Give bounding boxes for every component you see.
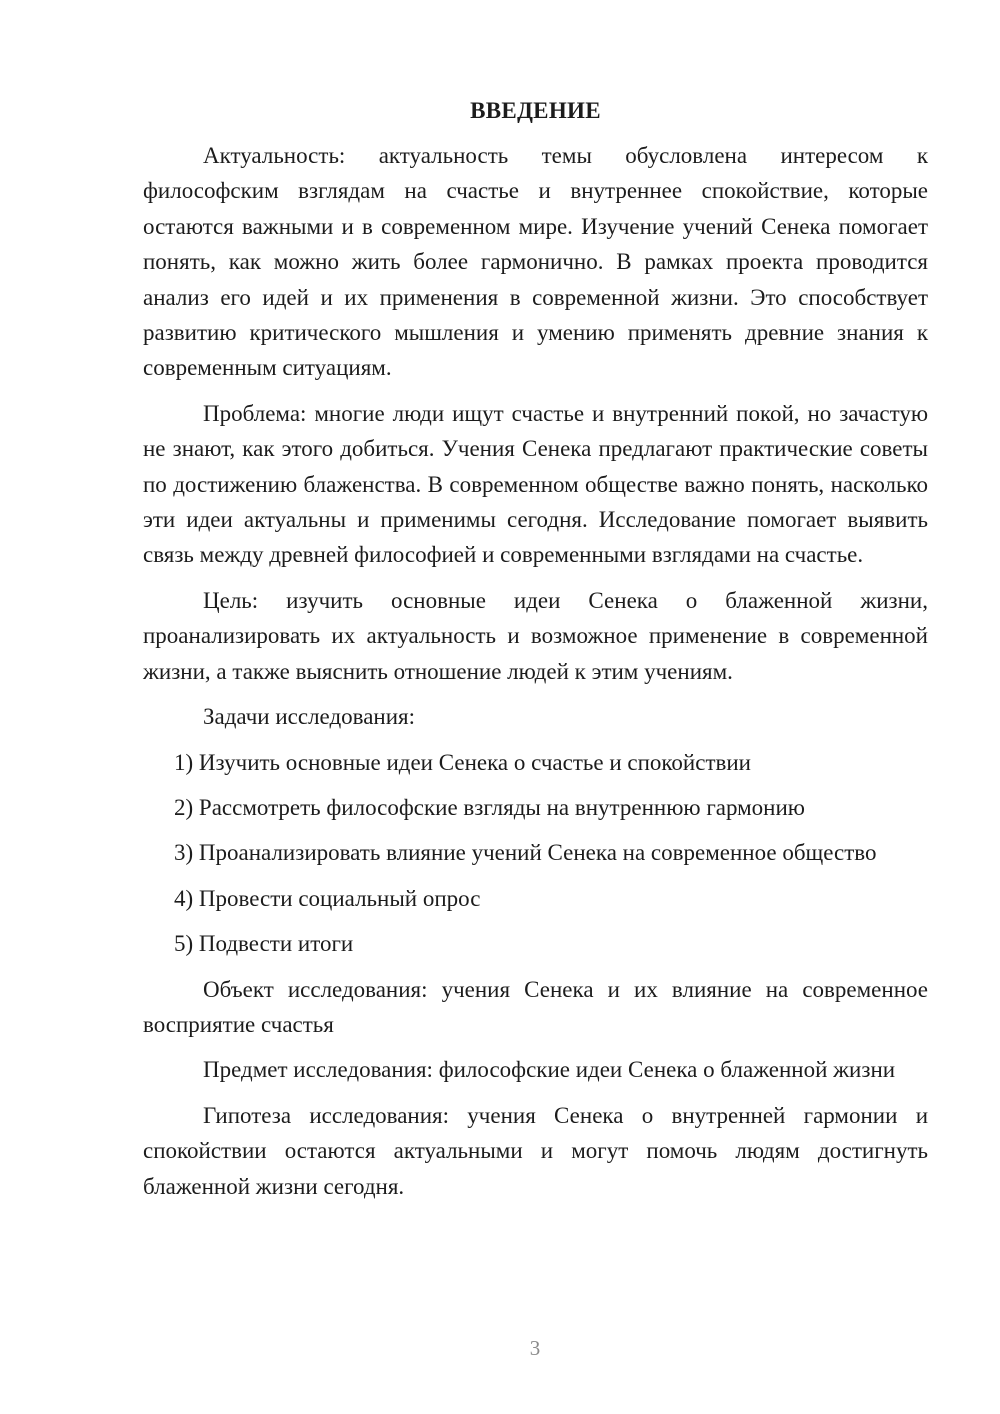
page-content xyxy=(143,96,928,1214)
paragraph-goal: Цель: изучить основные идеи Сенека о блаженной жизни, проанализировать их актуальность и возможное применение в современной жизни, а также выяснить отношение людей к этим учениям. xyxy=(143,587,928,684)
paragraph-object: Объект исследования: учения Сенека и их влияние на современное восприятие счастья xyxy=(143,976,928,1037)
page-number: 3 xyxy=(529,1336,541,1360)
tasks-heading: Задачи исследования: xyxy=(203,704,416,730)
paragraph-problem: Проблема: многие люди ищут счастье и внутренний покой, но зачастую не знают, как этого добиться. Учения Сенека предлагают практические советы по достижению блаженства. В современном обществе важно понять, насколько эти идеи актуальны и применимы сегодня. Исследование помогает выявить связь между древней философией и современными взглядами на счастье. xyxy=(143,400,928,568)
paragraph-hypothesis: Гипотеза исследования: учения Сенека о внутренней гармонии и спокойствии остаются актуальными и могут помочь людям достигнуть блаженной жизни сегодня. xyxy=(143,1102,928,1199)
task-item: 2) Рассмотреть философские взгляды на внутреннюю гармонию xyxy=(174,794,805,820)
task-item: 3) Проанализировать влияние учений Сенека на современное общество xyxy=(174,840,877,866)
page-title: ВВЕДЕНИЕ xyxy=(470,98,601,123)
task-item: 4) Провести социальный опрос xyxy=(174,885,481,911)
paragraph-subject: Предмет исследования: философские идеи Сенека о блаженной жизни xyxy=(203,1057,896,1083)
task-item: 1) Изучить основные идеи Сенека о счастье и спокойствии xyxy=(174,749,751,775)
paragraph-relevance: Актуальность: актуальность темы обусловлена интересом к философским взглядам на счастье и внутреннее спокойствие, которые остаются важными и в современном мире. Изучение учений Сенека помогает понять, как можно жить более гармонично. В рамках проекта проводится анализ его идей и их применения в современной жизни. Это способствует развитию критического мышления и умению применять древние знания к современным ситуациям. xyxy=(143,143,928,381)
task-item: 5) Подвести итоги xyxy=(174,931,354,957)
